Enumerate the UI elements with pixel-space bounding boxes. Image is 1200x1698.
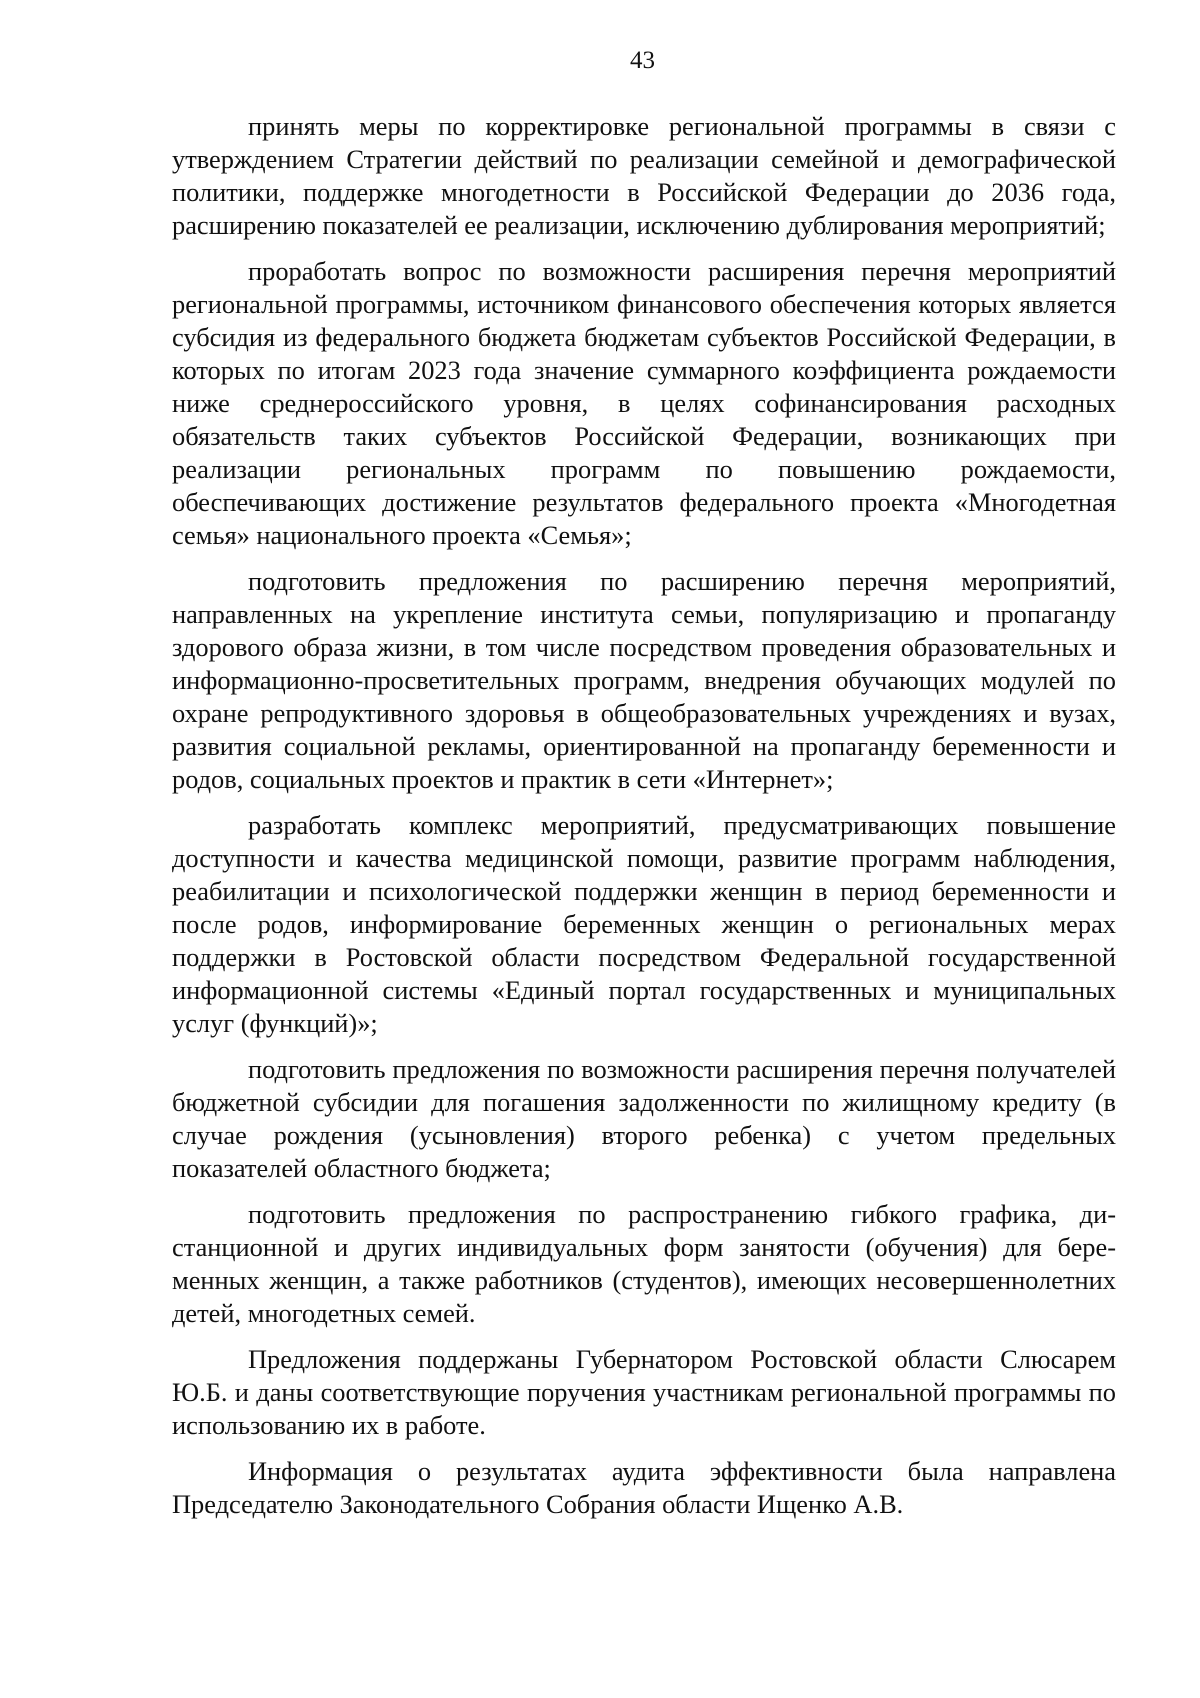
paragraph-7: Предложения поддержаны Губернатором Ростовской области Слюсарем Ю.Б. и даны соответствующие поручения участникам региональной программы по использованию их в работе.	[172, 1344, 1116, 1440]
document-body	[172, 110, 1116, 1534]
paragraph-5: подготовить предложения по возможности расширения перечня получателей бюджетной субсидии для погашения задолженности по жилищному кредиту (в случае рождения (усыновления) второго ребенка) с учетом предельных показателей областного бюджета;	[172, 1054, 1116, 1183]
paragraph-4: разработать комплекс мероприятий, предусматривающих повышение доступности и качества медицинской помощи, развитие программ наблюдения, реабилитации и психологической поддержки женщин в период беременности и после родов, информирование беременных женщин о региональных мерах поддержки в Ростовской области посредством Федеральной государственной информационной системы «Единый портал государственных и муниципальных услуг (функций)»;	[172, 810, 1116, 1038]
page-number: 43	[630, 47, 655, 74]
paragraph-2: проработать вопрос по возможности расширения перечня мероприятий региональной программы, источником финансового обеспечения которых является субсидия из федерального бюджета бюджетам субъектов Российской Федерации, в которых по итогам 2023 года значение суммарного коэффициента рождаемости ниже среднероссийского уровня, в целях софинансирования расходных обязательств таких субъектов Российской Федерации, возникающих при реализации региональных программ по повышению рождаемости, обеспечивающих достижение результатов федерального проекта «Многодетная семья» национального проекта «Семья»;	[172, 256, 1116, 550]
paragraph-6: подготовить предложения по распространению гибкого графика, дистанционной и других индивидуальных форм занятости (обучения) для беременных женщин, а также работников (студентов), имеющих несовершеннолетних детей, многодетных семей.	[172, 1199, 1116, 1328]
paragraph-8: Информация о результатах аудита эффективности была направлена Председателю Законодательного Собрания области Ищенко А.В.	[172, 1456, 1116, 1519]
paragraph-3: подготовить предложения по расширению перечня мероприятий, направленных на укрепление института семьи, популяризацию и пропаганду здорового образа жизни, в том числе посредством проведения образовательных и информационно-просветительных программ, внедрения обучающих модулей по охране репродуктивного здоровья в общеобразовательных учреждениях и вузах, развития социальной рекламы, ориентированной на пропаганду беременности и родов, социальных проектов и практик в сети «Интернет»;	[172, 566, 1116, 794]
paragraph-1: принять меры по корректировке региональной программы в связи с утверждением Стратегии действий по реализации семейной и демографической политики, поддержке многодетности в Российской Федерации до 2036 года, расширению показателей ее реализации, исключению дублирования мероприятий;	[172, 111, 1116, 240]
